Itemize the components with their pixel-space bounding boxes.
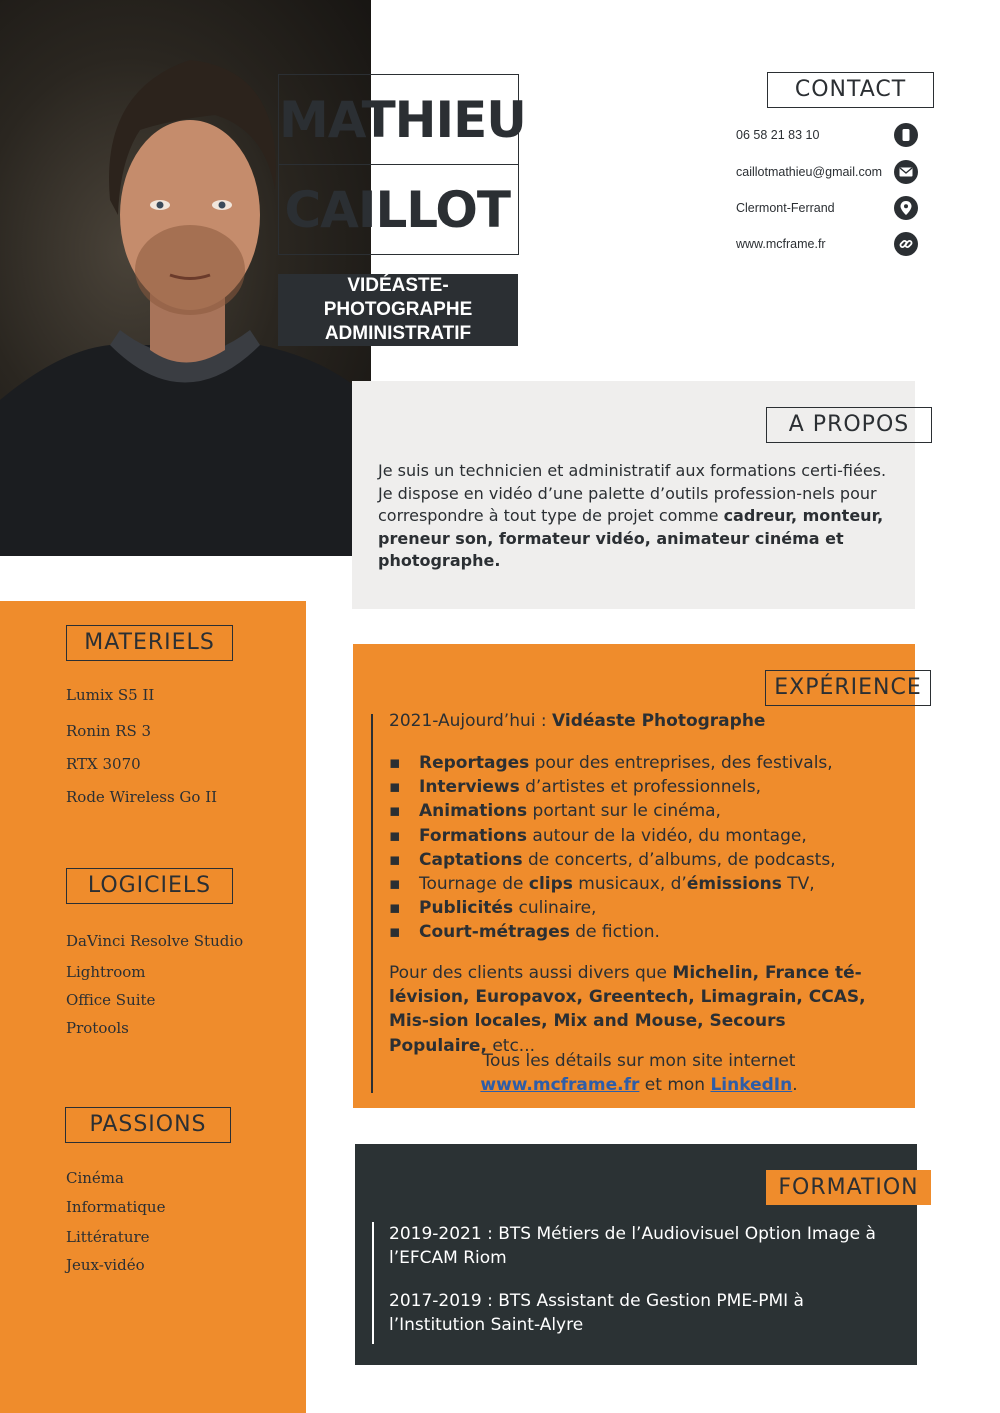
contact-heading: CONTACT [767, 72, 934, 108]
first-name-box [278, 74, 526, 165]
last-name: CAILLOT [284, 181, 510, 239]
logiciel-item: Protools [66, 1019, 129, 1037]
materiel-item: Ronin RS 3 [66, 722, 152, 740]
first-name: MATHIEU [279, 91, 526, 149]
phone-text: 06 58 21 83 10 [736, 128, 820, 142]
formation-item: 2017-2019 : BTS Assistant de Gestion PME-PMI à l’Institution Saint-Alyre [389, 1291, 804, 1335]
materiel-item: Rode Wireless Go II [66, 788, 218, 806]
contact-phone[interactable] [736, 122, 936, 148]
passions-heading: PASSIONS [65, 1107, 231, 1143]
city-text: Clermont-Ferrand [736, 201, 835, 215]
experience-item: ▪ Tournage de clips musicaux, d’émissions TV, [389, 872, 889, 896]
formation-rule [372, 1222, 374, 1344]
link-icon [894, 232, 918, 256]
more-line: Tous les détails sur mon site internet [482, 1051, 796, 1071]
linkedin-link[interactable]: LinkedIn [710, 1075, 793, 1096]
materiel-item: RTX 3070 [66, 755, 141, 773]
job-title-line1: VIDÉASTE-PHOTOGRAPHE [323, 275, 473, 320]
contact-city [736, 195, 936, 221]
logiciel-item: Lightroom [66, 963, 146, 981]
experience-item: ▪ Captations de concerts, d’albums, de podcasts, [389, 848, 889, 872]
about-heading: A PROPOS [766, 407, 932, 443]
website-link[interactable]: www.mcframe.fr [480, 1075, 640, 1096]
experience-job-line [389, 711, 765, 731]
logiciels-heading: LOGICIELS [66, 868, 233, 904]
logiciel-item: DaVinci Resolve Studio [66, 932, 244, 950]
logiciel-item: Office Suite [66, 991, 156, 1009]
job-title-line2: ADMINISTRATIF [324, 323, 472, 344]
experience-clients: Pour des clients aussi divers que Michelin, France té-lévision, Europavox, Greentech, Limagrain, CCAS, Mis-sion locales, Mix and Mouse, Secours Populaire, etc... [389, 963, 866, 1056]
experience-more: Tous les détails sur mon site internet www.mcframe.fr et mon LinkedIn. [389, 1049, 889, 1097]
location-pin-icon [894, 196, 918, 220]
experience-item: ▪ Interviews d’artistes et professionnels, [389, 775, 889, 799]
experience-period: 2021-Aujourd’hui : [389, 711, 553, 731]
formation-item: 2019-2021 : BTS Métiers de l’Audiovisuel Option Image à l’EFCAM Riom [389, 1224, 876, 1268]
formation-heading: FORMATION [766, 1170, 931, 1205]
passion-item: Jeux-vidéo [66, 1256, 145, 1274]
experience-heading: EXPÉRIENCE [765, 670, 931, 706]
passion-item: Informatique [66, 1198, 166, 1216]
experience-item: ▪ Reportages pour des entreprises, des festivals, [389, 751, 889, 775]
about-text-plain: Je suis un technicien et administratif aux formations certi-fiées. Je dispose en vidéo d’une palette d’outils profession-nels pour correspondre à tout type de projet comme [378, 461, 887, 525]
passion-item: Cinéma [66, 1169, 124, 1187]
last-name-box [278, 164, 519, 255]
about-text [378, 460, 893, 573]
phone-icon [894, 123, 918, 147]
contact-website[interactable] [736, 231, 936, 257]
about-text-roles: cadreur, monteur, preneur son, formateur vidéo, animateur cinéma et photographe. [378, 506, 884, 570]
experience-item: ▪ Animations portant sur le cinéma, [389, 799, 889, 823]
experience-rule [371, 714, 373, 1093]
experience-job: Vidéaste Photographe [552, 711, 766, 731]
experience-item: ▪ Formations autour de la vidéo, du montage, [389, 824, 889, 848]
email-text: caillotmathieu@gmail.com [736, 165, 883, 179]
materiel-item: Lumix S5 II [66, 686, 155, 704]
mail-icon [894, 160, 918, 184]
experience-item: ▪ Publicités culinaire, [389, 896, 889, 920]
contact-email[interactable] [736, 159, 936, 185]
experience-list [389, 751, 889, 945]
job-title-box [278, 274, 518, 346]
experience-item: ▪ Court-métrages de fiction. [389, 920, 889, 944]
materiels-heading: MATERIELS [66, 625, 233, 661]
passion-item: Littérature [66, 1228, 150, 1246]
website-text: www.mcframe.fr [736, 237, 826, 251]
